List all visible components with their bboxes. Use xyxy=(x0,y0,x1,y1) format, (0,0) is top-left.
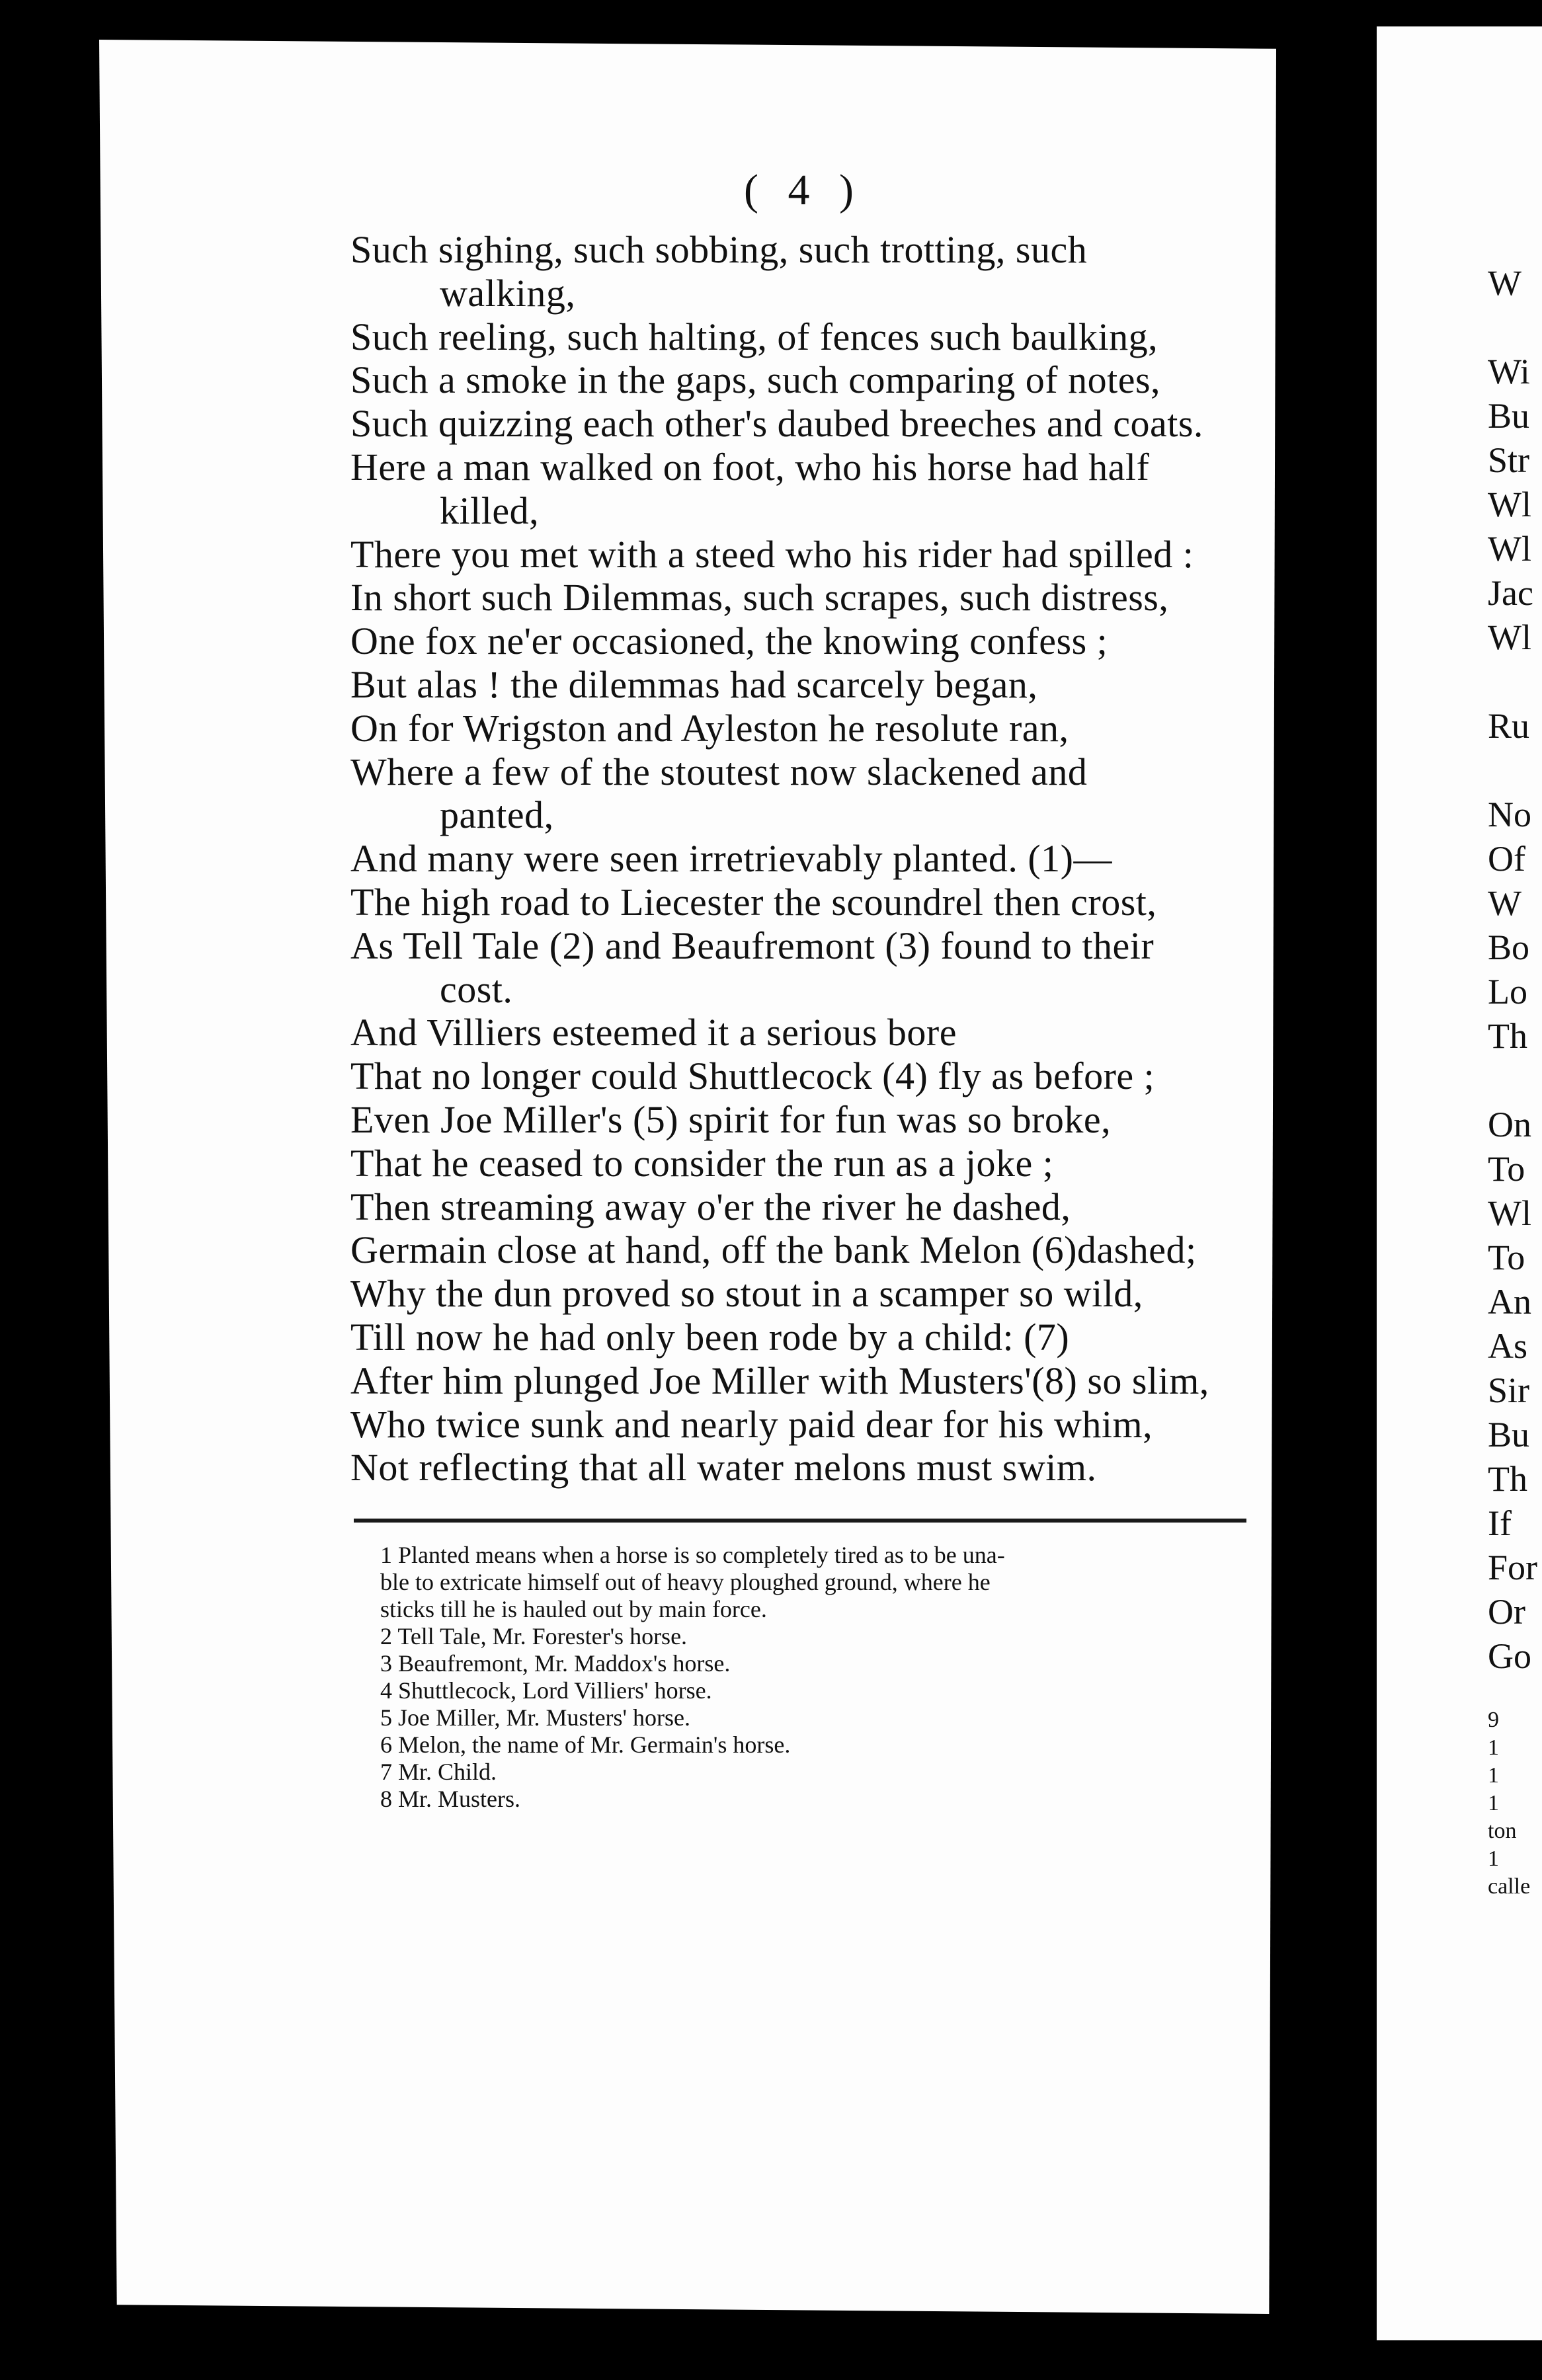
verse-line: Not reflecting that all water melons must swim. xyxy=(350,1446,1097,1489)
spacer xyxy=(1488,305,1542,350)
verse-line: killed, xyxy=(440,489,540,532)
facing-line-fragment xyxy=(1488,1058,1542,1103)
footnote-line: sticks till he is hauled out by main force. xyxy=(380,1596,767,1622)
facing-line-fragment: An xyxy=(1488,1282,1531,1322)
verse-line: panted, xyxy=(440,793,554,837)
footnote-line: 3 Beaufremont, Mr. Maddox's horse. xyxy=(380,1650,731,1677)
facing-line-fragment: Wl xyxy=(1488,617,1531,657)
verse-block xyxy=(350,228,1263,1489)
facing-line-fragment: Bu xyxy=(1488,396,1530,436)
facing-page-text xyxy=(1488,261,1542,1901)
verse-line: cost. xyxy=(440,967,513,1011)
facing-line-fragment: Ru xyxy=(1488,706,1530,746)
facing-line-fragment: Str xyxy=(1488,440,1530,480)
facing-line-fragment: Bu xyxy=(1488,1415,1530,1454)
facing-line-fragment: Th xyxy=(1488,1016,1527,1056)
facing-line-fragment: Wi xyxy=(1488,352,1530,391)
footnotes xyxy=(380,1542,1253,1813)
verse-line: Till now he had only been rode by a child: (7) xyxy=(350,1315,1070,1359)
facing-line-fragment: Jac xyxy=(1488,573,1533,613)
book-gutter xyxy=(1276,0,1377,2380)
verse-line: Who twice sunk and nearly paid dear for his whim, xyxy=(350,1402,1153,1446)
facing-heading-fragment: W xyxy=(1488,263,1522,303)
facing-note-fragment: 1 xyxy=(1488,1846,1499,1871)
verse-line: In short such Dilemmas, such scrapes, such distress, xyxy=(350,576,1169,619)
verse-line: Germain close at hand, off the bank Melon (6)dashed; xyxy=(350,1228,1197,1272)
facing-note-fragment: 1 xyxy=(1488,1735,1499,1760)
verse-line: Such reeling, such halting, of fences such baulking, xyxy=(350,315,1158,358)
facing-line-fragment: Wl xyxy=(1488,1193,1531,1233)
verse-line: After him plunged Joe Miller with Musters'(8) so slim, xyxy=(350,1359,1209,1402)
facing-line-fragment: Or xyxy=(1488,1592,1525,1632)
verse-line: Where a few of the stoutest now slackened and xyxy=(350,750,1088,793)
footnote-rule xyxy=(354,1519,1246,1523)
facing-line-fragment: W xyxy=(1488,883,1522,923)
verse-line: That he ceased to consider the run as a joke ; xyxy=(350,1141,1054,1185)
verse-line: And Villiers esteemed it a serious bore xyxy=(350,1011,957,1054)
verse-line: On for Wrigston and Ayleston he resolute ran, xyxy=(350,706,1069,750)
facing-line-fragment: For xyxy=(1488,1548,1538,1587)
verse-line: That no longer could Shuttlecock (4) fly as before ; xyxy=(350,1054,1155,1098)
verse-line: As Tell Tale (2) and Beaufremont (3) found to their xyxy=(350,924,1155,967)
page-number: ( 4 ) xyxy=(744,166,863,214)
facing-line-fragment: Wl xyxy=(1488,485,1531,524)
facing-line-fragment: Th xyxy=(1488,1459,1527,1499)
facing-line-fragment: To xyxy=(1488,1149,1525,1189)
facing-note-fragment: ton xyxy=(1488,1819,1517,1843)
facing-line-fragment: No xyxy=(1488,795,1531,834)
footnote-line: 4 Shuttlecock, Lord Villiers' horse. xyxy=(380,1677,712,1704)
facing-line-fragment: Lo xyxy=(1488,972,1527,1012)
verse-line: Such sighing, such sobbing, such trotting, such xyxy=(350,228,1088,271)
verse-line: Such a smoke in the gaps, such comparing of notes, xyxy=(350,358,1161,402)
footnote-line: 6 Melon, the name of Mr. Germain's horse. xyxy=(380,1731,791,1758)
footnote-line: 5 Joe Miller, Mr. Musters' horse. xyxy=(380,1704,691,1731)
facing-line-fragment: If xyxy=(1488,1503,1512,1543)
footnote-line: 2 Tell Tale, Mr. Forester's horse. xyxy=(380,1623,688,1649)
facing-note-fragment: 1 xyxy=(1488,1791,1499,1815)
facing-line-fragment: On xyxy=(1488,1105,1531,1144)
facing-line-fragment xyxy=(1488,748,1542,793)
verse-line: Then streaming away o'er the river he dashed, xyxy=(350,1185,1071,1228)
footnote-line: 1 Planted means when a horse is so completely tired as to be una- xyxy=(380,1542,1005,1568)
verse-line: Here a man walked on foot, who his horse had half xyxy=(350,445,1150,489)
verse-line: One fox ne'er occasioned, the knowing confess ; xyxy=(350,619,1108,663)
verse-line: There you met with a steed who his rider had spilled : xyxy=(350,532,1194,576)
verse-line: Even Joe Miller's (5) spirit for fun was so broke, xyxy=(350,1097,1112,1141)
footnote-line: 7 Mr. Child. xyxy=(380,1759,497,1785)
facing-line-fragment xyxy=(1488,660,1542,704)
facing-line-fragment: Sir xyxy=(1488,1370,1530,1410)
verse-line: But alas ! the dilemmas had scarcely began, xyxy=(350,662,1038,706)
facing-line-fragment: To xyxy=(1488,1238,1525,1277)
verse-line: And many were seen irretrievably planted. (1)— xyxy=(350,837,1112,881)
facing-line-fragment: Of xyxy=(1488,839,1525,879)
footnote-line: 8 Mr. Musters. xyxy=(380,1786,521,1812)
verse-line: The high road to Liecester the scoundrel then crost, xyxy=(350,880,1157,924)
footnote-line: ble to extricate himself out of heavy ploughed ground, where he xyxy=(380,1569,991,1595)
facing-note-fragment: calle xyxy=(1488,1874,1531,1899)
verse-line: walking, xyxy=(440,271,576,315)
facing-line-fragment: Go xyxy=(1488,1636,1531,1676)
facing-line-fragment: Wl xyxy=(1488,529,1531,569)
facing-line-fragment: Bo xyxy=(1488,928,1530,967)
spacer xyxy=(1488,1679,1542,1706)
facing-line-fragment: As xyxy=(1488,1326,1528,1366)
facing-note-fragment: 9 xyxy=(1488,1708,1499,1732)
verse-line: Such quizzing each other's daubed breeches and coats. xyxy=(350,402,1203,446)
verse-line: Why the dun proved so stout in a scamper so wild, xyxy=(350,1272,1143,1316)
facing-note-fragment: 1 xyxy=(1488,1763,1499,1788)
